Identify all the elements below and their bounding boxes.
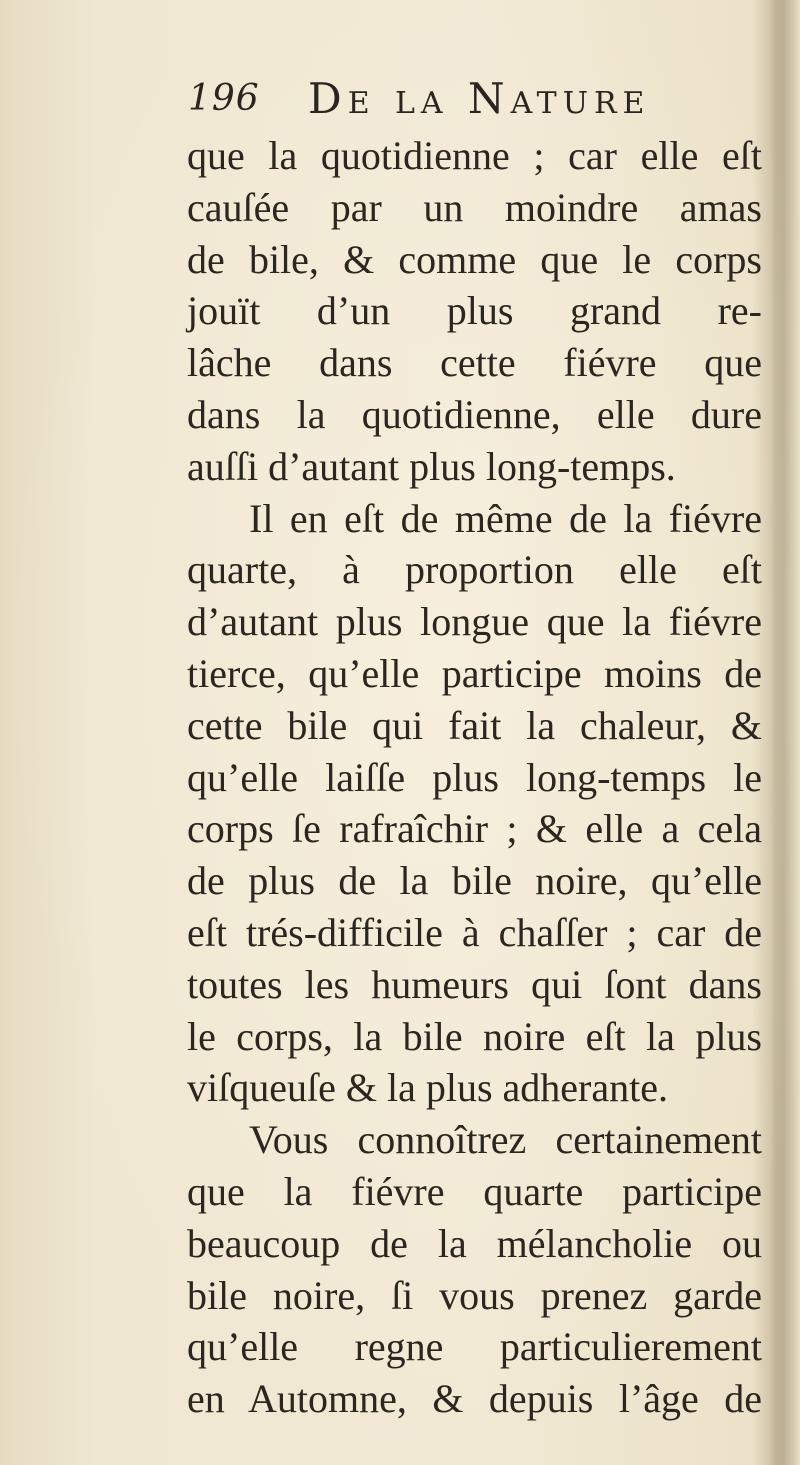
text-line: dans la quotidienne, elle dure bbox=[187, 391, 762, 437]
text-line: qu’elle laiſſe plus long-temps le bbox=[187, 754, 762, 800]
text-line: auſſi d’autant plus long-temps. bbox=[187, 443, 676, 489]
text-line: que la fiévre quarte participe bbox=[187, 1168, 762, 1214]
text-line: corps ſe rafraîchir ; & elle a cela bbox=[187, 806, 762, 852]
text-line: Il en eſt de même de la fiévre bbox=[249, 495, 762, 541]
title-part: N bbox=[467, 74, 511, 123]
text-line: toutes les humeurs qui ſont dans bbox=[187, 961, 762, 1007]
text-line: de bile, & comme que le corps bbox=[187, 236, 762, 282]
text-line: tierce, qu’elle participe moins de bbox=[187, 650, 762, 696]
text-line: le corps, la bile noire eſt la plus bbox=[187, 1013, 762, 1059]
text-line: quarte, à proportion elle eſt bbox=[187, 547, 762, 593]
title-part: D bbox=[308, 74, 348, 123]
text-line: eſt trés-difficile à chaſſer ; car de bbox=[187, 909, 762, 955]
title-part: ATURE bbox=[510, 86, 651, 121]
title-part: E bbox=[347, 86, 376, 121]
text-line: bile noire, ſi vous prenez garde bbox=[187, 1272, 762, 1318]
running-header bbox=[188, 72, 748, 132]
text-line: beaucoup de la mélancholie ou bbox=[187, 1220, 762, 1266]
page-edge-shadow bbox=[770, 0, 800, 1465]
text-line: que la quotidienne ; car elle eſt bbox=[187, 133, 762, 178]
page-number: 196 bbox=[188, 78, 260, 119]
running-title bbox=[308, 74, 650, 123]
paragraph-1 bbox=[187, 130, 762, 493]
text-line: cette bile qui fait la chaleur, & bbox=[187, 702, 762, 748]
text-line: en Automne, & depuis l’âge de bbox=[187, 1376, 762, 1422]
title-part: L bbox=[394, 86, 421, 121]
text-line: lâche dans cette fiévre que bbox=[187, 340, 762, 386]
body-text bbox=[187, 130, 762, 1425]
title-part: A bbox=[420, 86, 449, 121]
paragraph-2 bbox=[187, 493, 762, 1115]
text-line: cauſée par un moindre amas bbox=[187, 184, 762, 230]
paragraph-3 bbox=[187, 1114, 762, 1425]
text-line: de plus de la bile noire, qu’elle bbox=[187, 858, 762, 904]
text-line: d’autant plus longue que la fiévre bbox=[187, 599, 762, 645]
text-line: Vous connoîtrez certainement bbox=[249, 1117, 762, 1163]
text-line: viſqueuſe & la plus adherante. bbox=[187, 1065, 668, 1111]
text-line: qu’elle regne particulierement bbox=[187, 1324, 762, 1370]
text-line: jouït d’un plus grand re- bbox=[187, 288, 762, 334]
